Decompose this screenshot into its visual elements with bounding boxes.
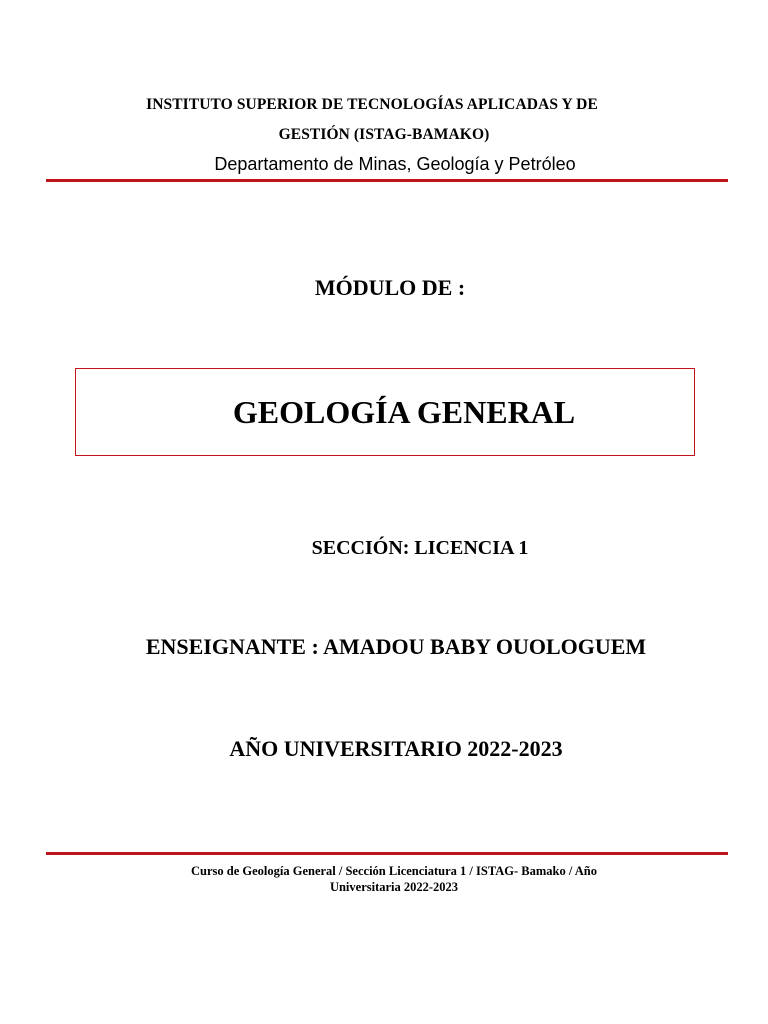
footer-divider	[46, 852, 728, 855]
footer-text-line2: Universitaria 2022-2023	[329, 880, 459, 894]
section-label: SECCIÓN: LICENCIA 1	[311, 537, 529, 559]
module-title: GEOLOGÍA GENERAL	[232, 394, 576, 430]
institute-name-line1: INSTITUTO SUPERIOR DE TECNOLOGÍAS APLICADAS Y DE	[146, 96, 598, 113]
module-label: MÓDULO DE :	[314, 275, 466, 300]
academic-year: AÑO UNIVERSITARIO 2022-2023	[229, 736, 563, 761]
footer-text-line1: Curso de Geología General / Sección Licenciatura 1 / ISTAG- Bamako / Año	[190, 864, 597, 878]
institute-name-line2: GESTIÓN (ISTAG-BAMAKO)	[278, 126, 490, 143]
header-divider	[46, 179, 728, 182]
department-name: Departamento de Minas, Geología y Petróleo	[214, 154, 576, 174]
teacher-name: ENSEIGNANTE : AMADOU BABY OUOLOGUEM	[145, 634, 647, 659]
